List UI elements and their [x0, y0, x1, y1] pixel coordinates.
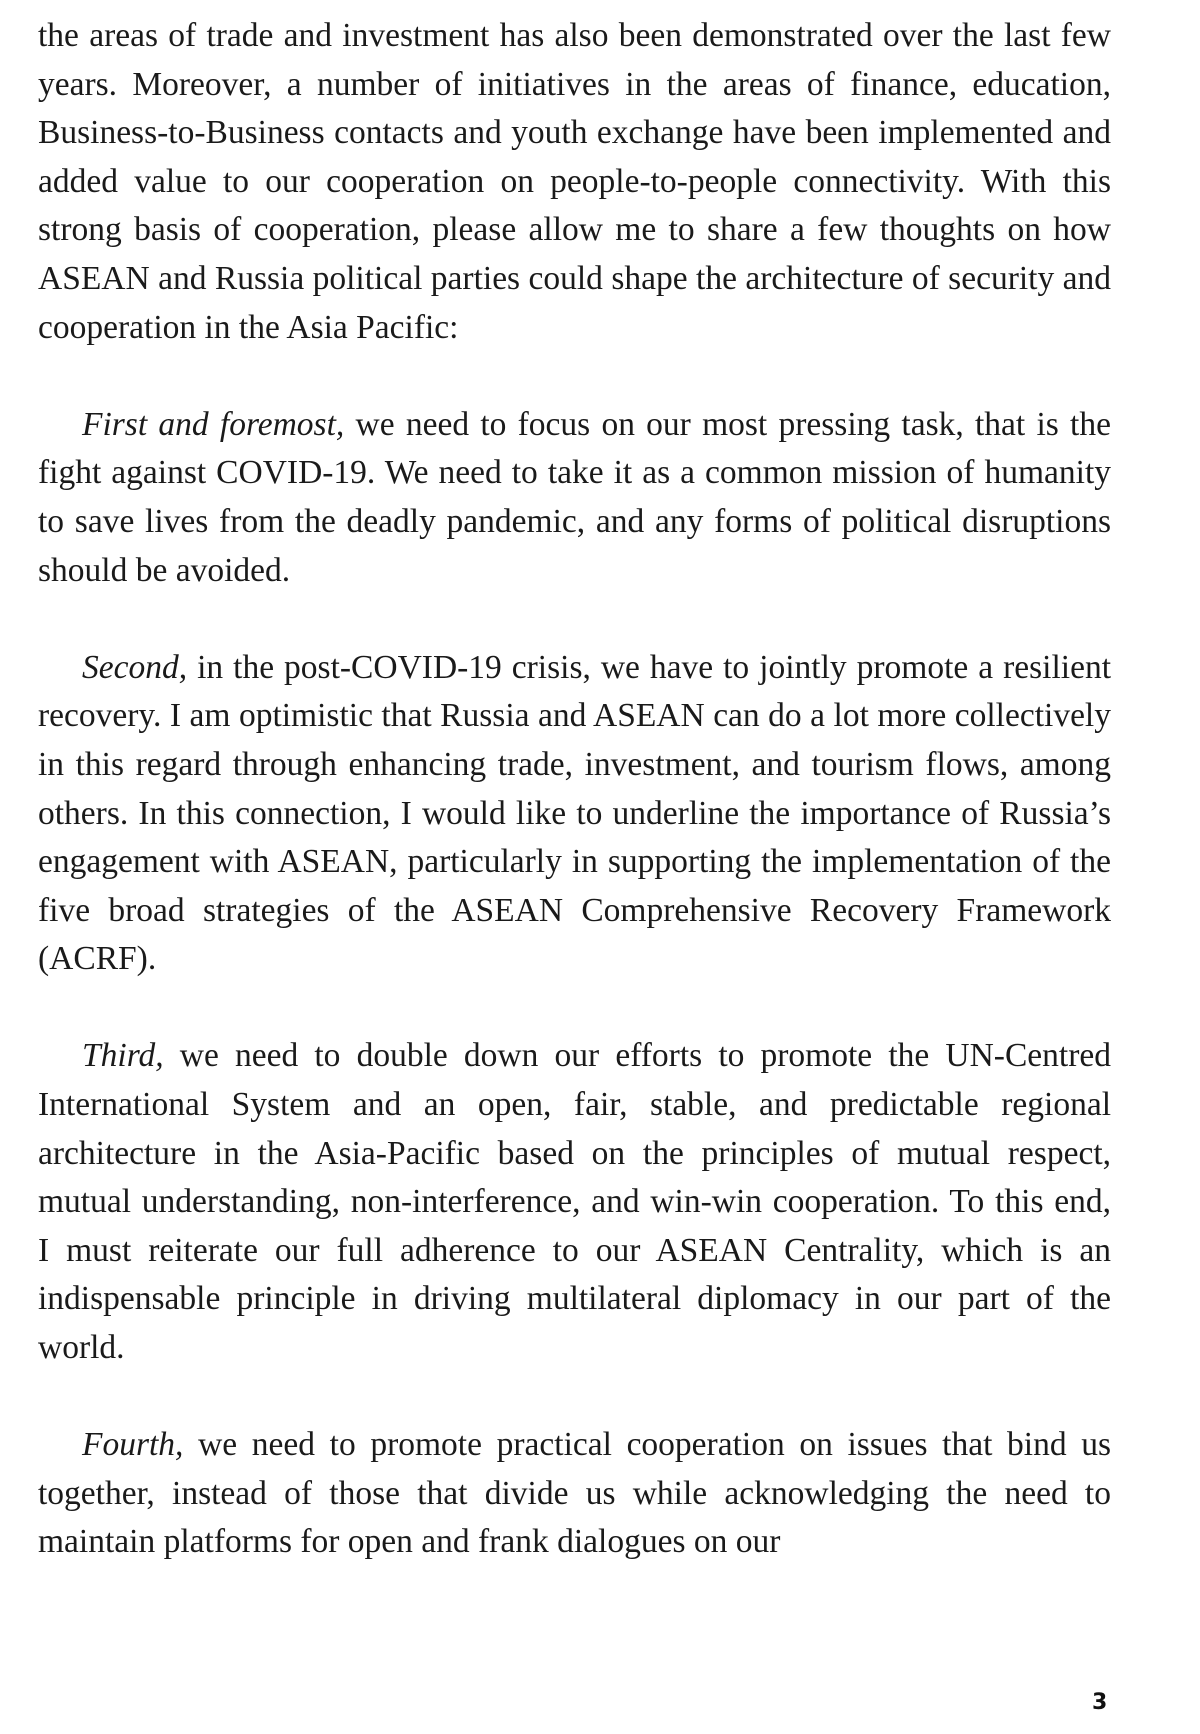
paragraph-second-point [38, 644, 1111, 984]
paragraph-text: we need to focus on our most pressing task, that is the fight against COVID-19. We need to take it as a common mission of humanity to save lives from the deadly pandemic, and any forms of political disruptions should be avoided. [38, 405, 1111, 589]
paragraph-lead: First and foremost, [82, 405, 345, 443]
paragraph-text: in the post-COVID-19 crisis, we have to jointly promote a resilient recovery. I am optimistic that Russia and ASEAN can do a lot more collectively in this regard through enhancing trade, investment, and tourism flows, among others. In this connection, I would like to underline the importance of Russia’s engagement with ASEAN, particularly in supporting the implementation of the five broad strategies of the ASEAN Comprehensive Recovery Framework (ACRF). [38, 648, 1111, 978]
paragraph-text: the areas of trade and investment has also been demonstrated over the last few years. Moreover, a number of initiatives in the areas of finance, education, Business-to-Business contacts and youth exchange have been implemented and added value to our cooperation on people-to-people connectivity. With this strong basis of cooperation, please allow me to share a few thoughts on how ASEAN and Russia political parties could shape the architecture of security and cooperation in the Asia Pacific: [38, 17, 1111, 346]
paragraph-lead: Fourth, [82, 1426, 184, 1464]
page-number: 3 [1092, 1690, 1108, 1715]
paragraph-third-point [38, 1032, 1111, 1372]
document-page [38, 12, 1111, 1567]
paragraph-fourth-point [38, 1421, 1111, 1567]
paragraph-lead: Second, [82, 648, 188, 686]
paragraph-continuation [38, 12, 1111, 352]
paragraph-text: we need to double down our efforts to promote the UN-Centred International System and an open, fair, stable, and predictable regional architecture in the Asia-Pacific based on the principles of mutual respect, mutual understanding, non-interference, and win-win cooperation. To this end, I must reiterate our full adherence to our ASEAN Centrality, which is an indispensable principle in driving multilateral diplomacy in our part of the world. [38, 1037, 1111, 1367]
paragraph-text: we need to promote practical cooperation on issues that bind us together, instead of those that divide us while acknowledging the need to maintain platforms for open and frank dialogues on our [38, 1426, 1111, 1561]
paragraph-lead: Third, [82, 1037, 164, 1075]
paragraph-first-point [38, 401, 1111, 595]
